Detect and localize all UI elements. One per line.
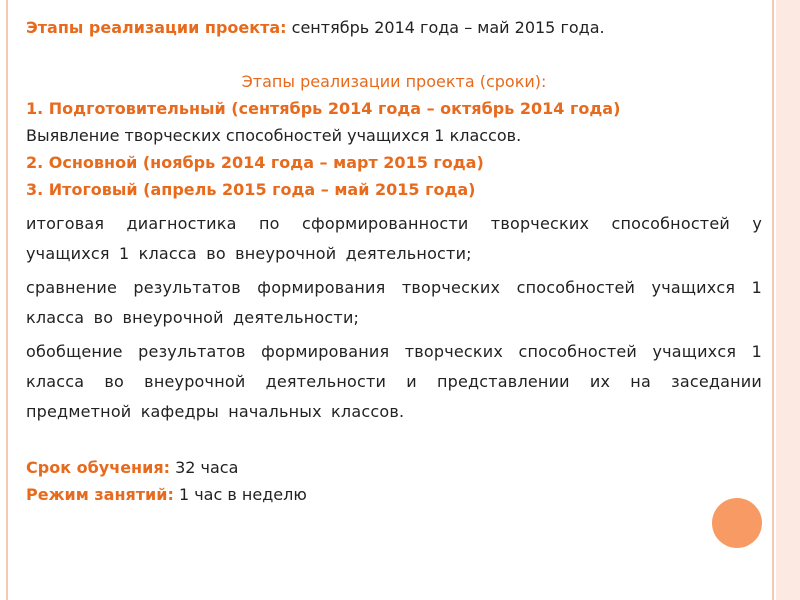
list-item xyxy=(26,209,762,269)
intro-line xyxy=(26,14,762,41)
list-item xyxy=(26,273,762,333)
list-item-text: итоговая диагностика по сформированности творческих способностей у учащихся 1 класса во внеурочной деятельности; xyxy=(26,214,762,263)
list-item-text: обобщение результатов формирования творческих способностей учащихся 1 класса во внеурочной деятельности и представлении их на заседании предметной кафедры начальных классов. xyxy=(26,342,762,421)
stage-2-title: 2. Основной (ноябрь 2014 года – март 2015 года) xyxy=(26,153,484,172)
left-border-line xyxy=(6,0,8,600)
list-item-text: сравнение результатов формирования творческих способностей учащихся 1 класса во внеурочной деятельности; xyxy=(26,278,762,327)
list-item xyxy=(26,337,762,427)
stage-1-note: Выявление творческих способностей учащихся 1 классов. xyxy=(26,126,522,145)
duration-line xyxy=(26,454,762,481)
schedule-label: Режим занятий: xyxy=(26,485,174,504)
duration-value: 32 часа xyxy=(169,458,239,477)
stages-heading: Этапы реализации проекта (сроки): xyxy=(241,72,547,91)
right-border-line xyxy=(772,0,774,600)
schedule-line xyxy=(26,481,762,508)
slide-content xyxy=(26,14,762,508)
intro-text: сентябрь 2014 года – май 2015 года. xyxy=(286,18,605,37)
stage-1-title: 1. Подготовительный (сентябрь 2014 года – октябрь 2014 года) xyxy=(26,99,621,118)
duration-label: Срок обучения: xyxy=(26,458,170,477)
intro-label: Этапы реализации проекта: xyxy=(26,18,287,37)
schedule-value: 1 час в неделю xyxy=(173,485,307,504)
stage-3-title: 3. Итоговый (апрель 2015 года – май 2015 года) xyxy=(26,180,476,199)
right-decor-panel xyxy=(776,0,800,600)
